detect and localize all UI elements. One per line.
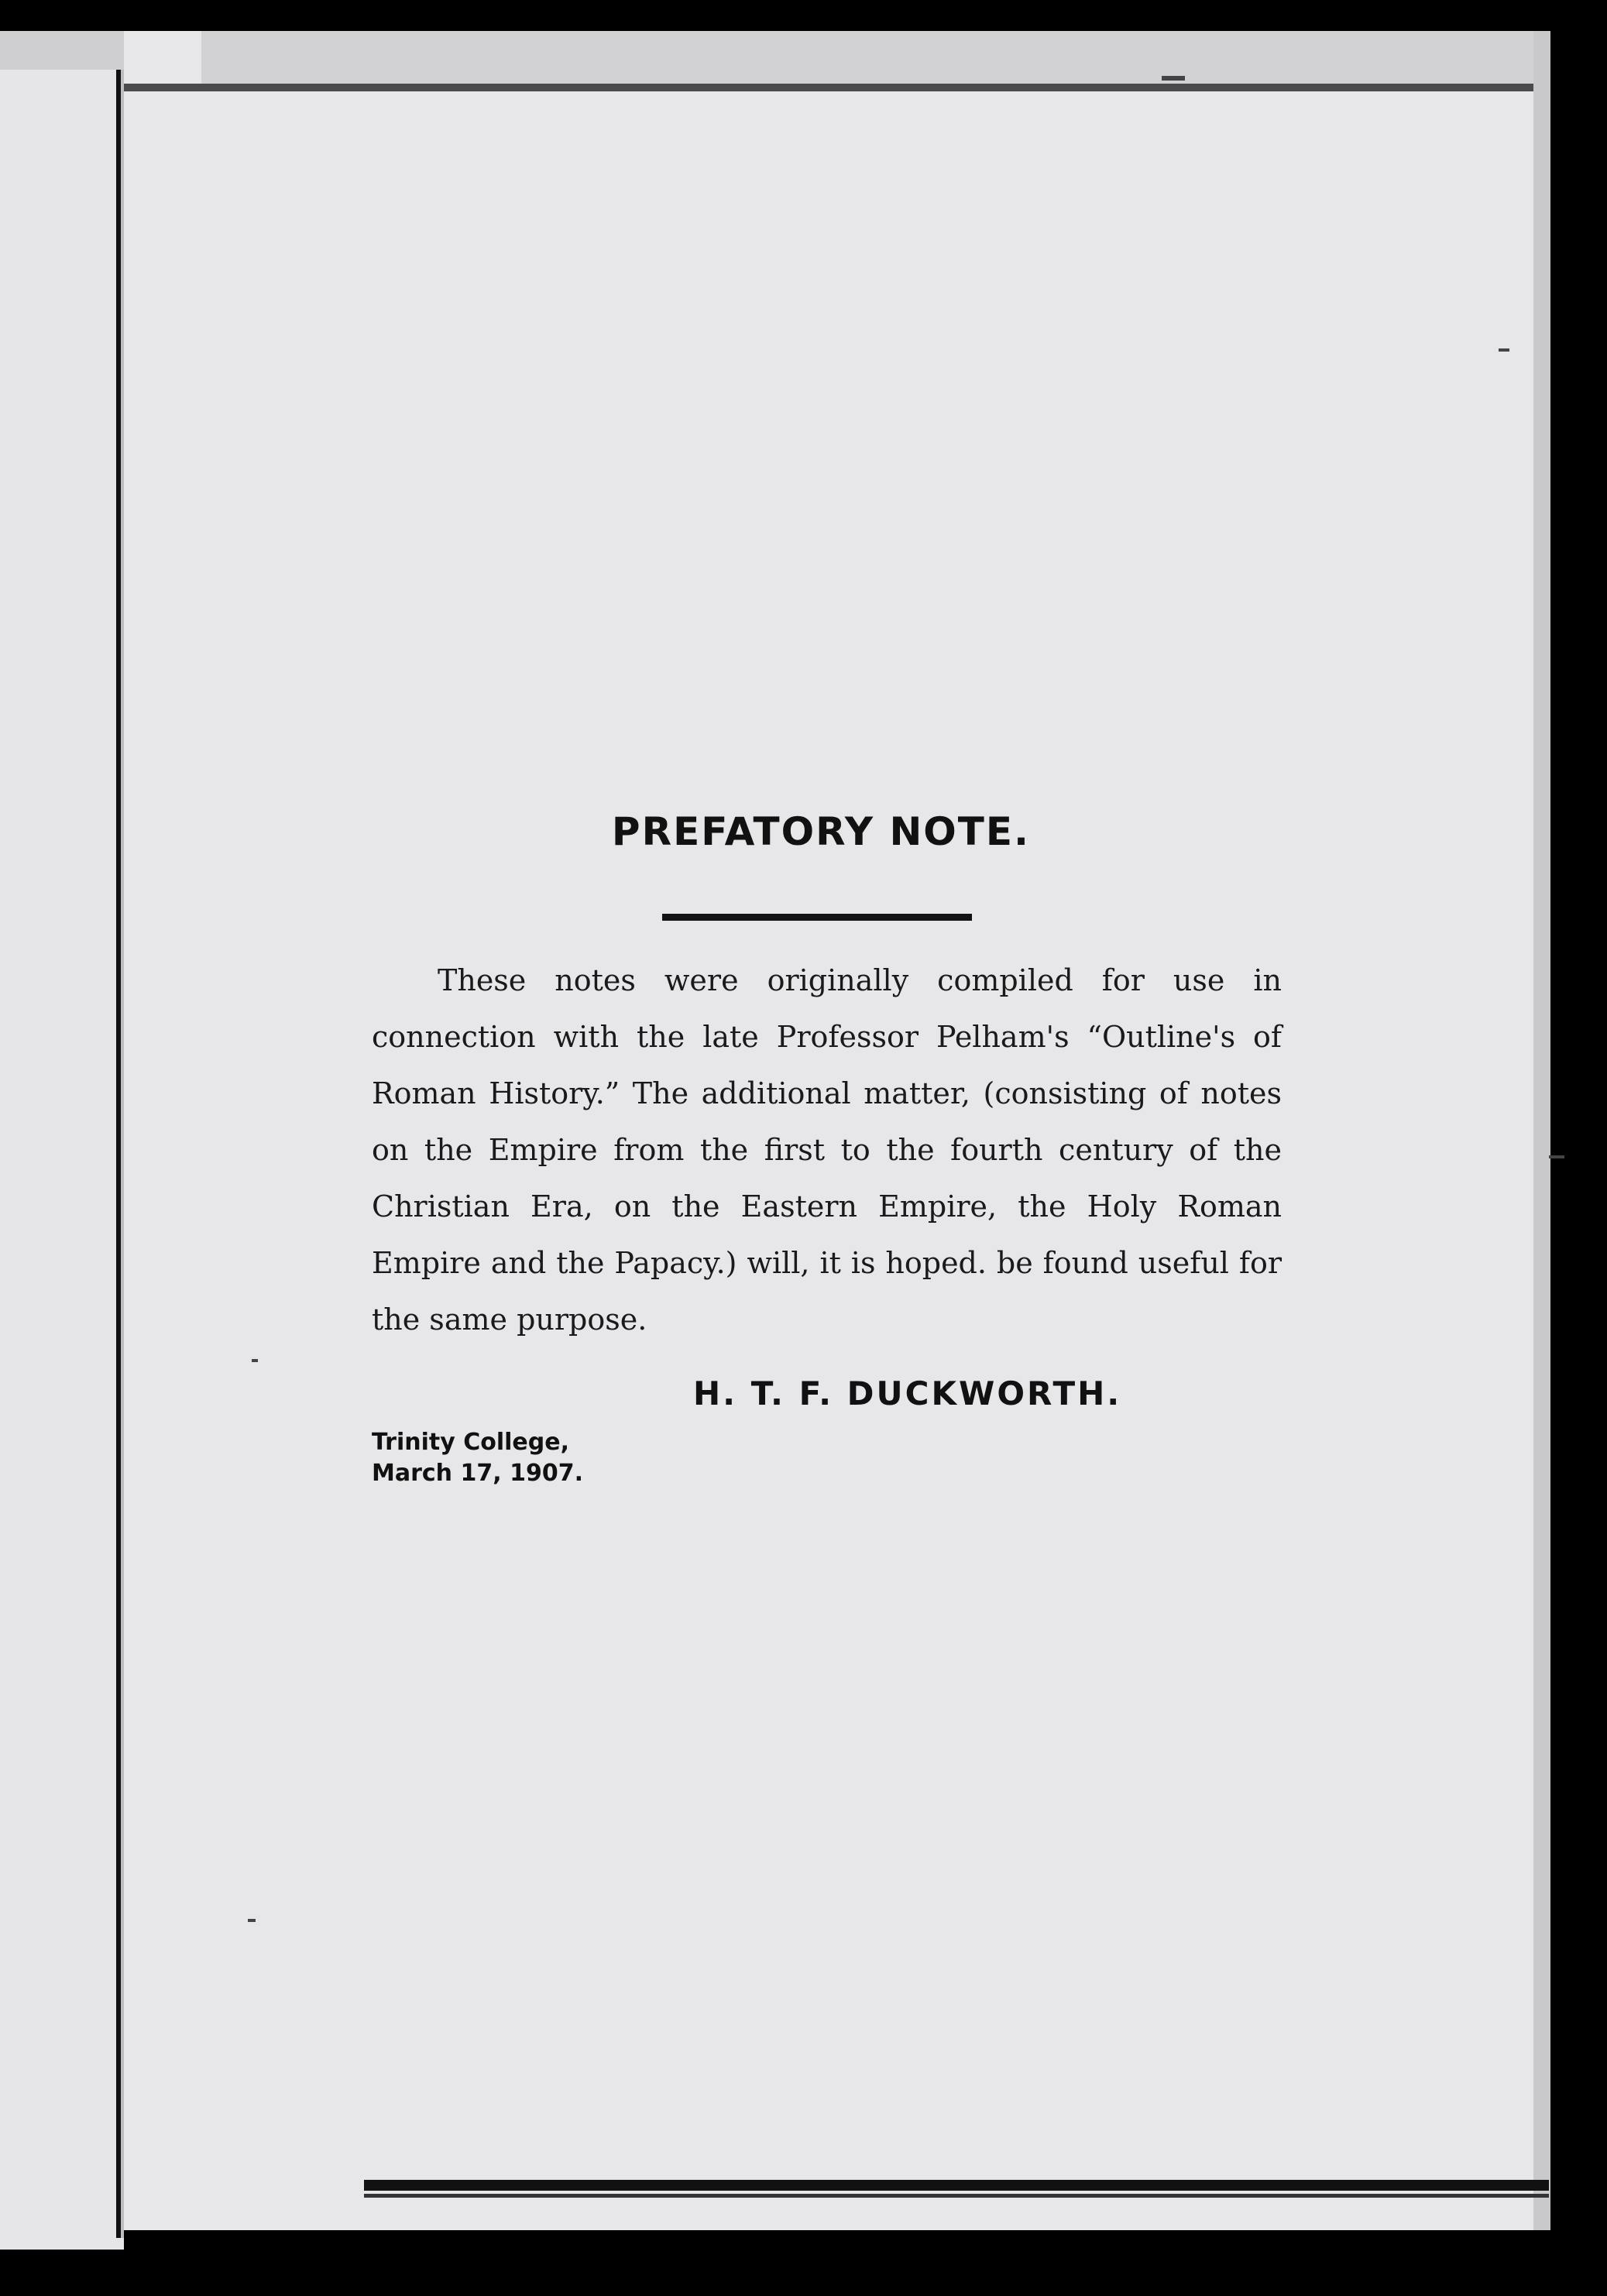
scan-speck	[1549, 1155, 1564, 1158]
author-signature: H. T. F. DUCKWORTH.	[693, 1375, 1122, 1412]
date-line: March 17, 1907.	[372, 1460, 583, 1487]
page-title: PREFATORY NOTE.	[611, 809, 1031, 854]
title-rule	[662, 914, 972, 921]
page-right-edge	[1533, 31, 1550, 2230]
scan-speck	[252, 1359, 258, 1362]
scan-speck	[248, 1919, 256, 1922]
page-bottom-rule	[364, 2180, 1549, 2191]
page-top-rule	[124, 84, 1533, 91]
gutter-edge	[121, 70, 124, 2238]
scan-speck	[1162, 76, 1185, 81]
page-top-band	[201, 31, 1533, 85]
scan-speck	[1499, 348, 1509, 352]
page-bottom-rule-shadow	[364, 2194, 1549, 2198]
place-and-date	[372, 1427, 583, 1489]
prefatory-paragraph: These notes were originally compiled for use in connection with the late Professor Pelham's “Outline's of Roman History.” The additional matter, (consisting of notes on the Empire from the first to the fourth century of the Christian Era, on the Eastern Empire, the Holy Roman Empire and the Papacy.) will, it is hoped. be found useful for the same purpose.	[372, 963, 1282, 1337]
place-line: Trinity College,	[372, 1429, 569, 1456]
facing-page-edge	[0, 62, 124, 2250]
